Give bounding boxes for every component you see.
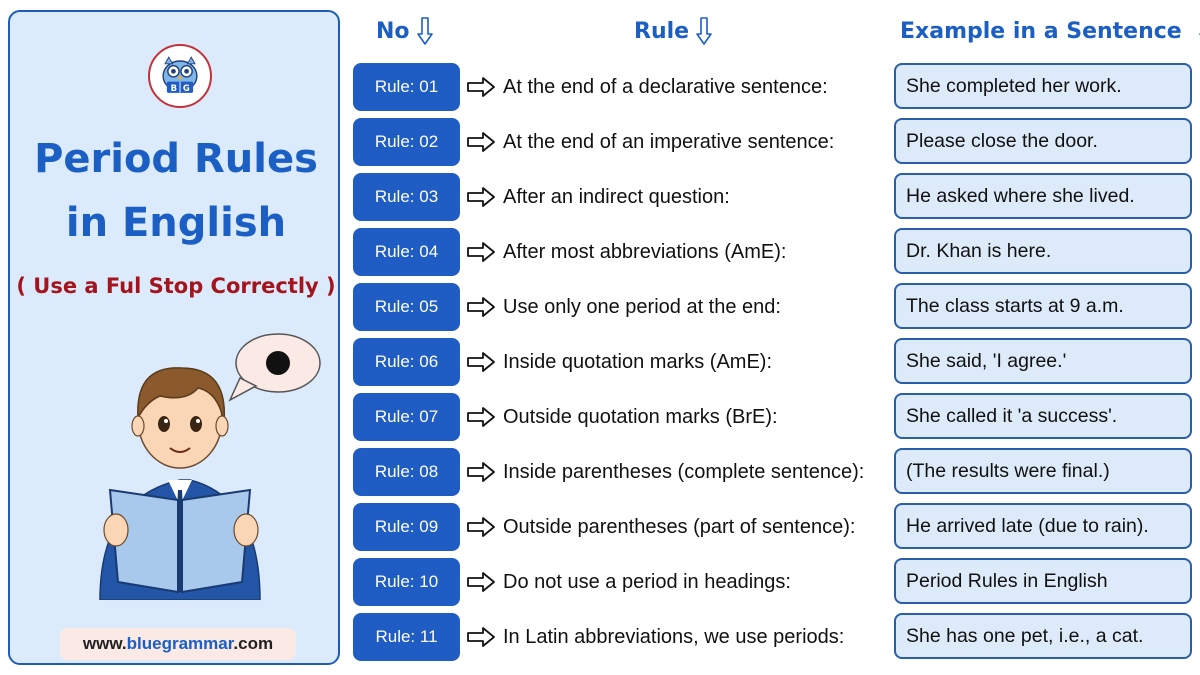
example-sentence: She called it 'a success'. (894, 393, 1192, 439)
website-brand: bluegrammar (126, 634, 234, 653)
rule-number-badge: Rule: 11 (353, 613, 460, 661)
arrow-right-icon (466, 516, 496, 538)
arrow-right-icon (466, 406, 496, 428)
header-example (900, 16, 1200, 46)
rule-number-badge: Rule: 07 (353, 393, 460, 441)
arrow-right-icon (466, 571, 496, 593)
rule-description: Inside quotation marks (AmE): (503, 351, 772, 373)
arrow-right-icon (466, 461, 496, 483)
rule-row-06 (0, 337, 1200, 387)
example-sentence: He asked where she lived. (894, 173, 1192, 219)
rule-number-badge: Rule: 01 (353, 63, 460, 111)
rule-row-05 (0, 282, 1200, 332)
arrow-right-icon (466, 76, 496, 98)
rule-number-badge: Rule: 09 (353, 503, 460, 551)
rule-row-08 (0, 447, 1200, 497)
rule-description: Do not use a period in headings: (503, 571, 791, 593)
rule-description: Use only one period at the end: (503, 296, 781, 318)
page-title-line2: in English (65, 200, 287, 246)
arrow-right-icon (466, 131, 496, 153)
header-no (376, 16, 434, 46)
rule-description: In Latin abbreviations, we use periods: (503, 626, 845, 648)
example-sentence: The class starts at 9 a.m. (894, 283, 1192, 329)
website-prefix: www. (82, 634, 127, 653)
rule-row-09 (0, 502, 1200, 552)
logo-letter-g: G (182, 83, 190, 93)
example-sentence: She completed her work. (894, 63, 1192, 109)
logo-letter-b: B (170, 83, 178, 93)
rule-number-badge: Rule: 03 (353, 173, 460, 221)
header-no-label: No (376, 18, 410, 44)
rule-description: Inside parentheses (complete sentence): (503, 461, 865, 483)
header-rule (634, 16, 713, 46)
rule-number-badge: Rule: 10 (353, 558, 460, 606)
header-rule-label: Rule (634, 18, 690, 44)
example-sentence: She has one pet, i.e., a cat. (894, 613, 1192, 659)
website-suffix: .com (233, 634, 274, 653)
example-sentence: Period Rules in English (894, 558, 1192, 604)
arrow-down-icon (416, 16, 434, 46)
arrow-right-icon (466, 296, 496, 318)
page-subtitle: ( Use a Ful Stop Correctly ) (16, 274, 336, 298)
rule-description: Outside parentheses (part of sentence): (503, 516, 856, 538)
rule-row-11 (0, 612, 1200, 662)
rule-row-03 (0, 172, 1200, 222)
example-sentence: (The results were final.) (894, 448, 1192, 494)
rule-row-10 (0, 557, 1200, 607)
rule-description: At the end of a declarative sentence: (503, 76, 828, 98)
example-sentence: Please close the door. (894, 118, 1192, 164)
header-example-label: Example in a Sentence (900, 18, 1182, 44)
example-sentence: He arrived late (due to rain). (894, 503, 1192, 549)
page-title-line1: Period Rules (34, 136, 318, 182)
rule-number-badge: Rule: 08 (353, 448, 460, 496)
rule-number-badge: Rule: 02 (353, 118, 460, 166)
rule-number-badge: Rule: 06 (353, 338, 460, 386)
rule-number-badge: Rule: 05 (353, 283, 460, 331)
rule-description: After most abbreviations (AmE): (503, 241, 787, 263)
rule-row-02 (0, 117, 1200, 167)
example-sentence: Dr. Khan is here. (894, 228, 1192, 274)
rule-description: Outside quotation marks (BrE): (503, 406, 778, 428)
rule-description: After an indirect question: (503, 186, 730, 208)
arrow-right-icon (466, 626, 496, 648)
rule-row-07 (0, 392, 1200, 442)
arrow-right-icon (466, 186, 496, 208)
rule-row-01 (0, 62, 1200, 112)
arrow-right-icon (466, 241, 496, 263)
example-sentence: She said, 'I agree.' (894, 338, 1192, 384)
arrow-right-icon (466, 351, 496, 373)
arrow-down-icon (695, 16, 713, 46)
rule-number-badge: Rule: 04 (353, 228, 460, 276)
rule-description: At the end of an imperative sentence: (503, 131, 835, 153)
rule-row-04 (0, 227, 1200, 277)
